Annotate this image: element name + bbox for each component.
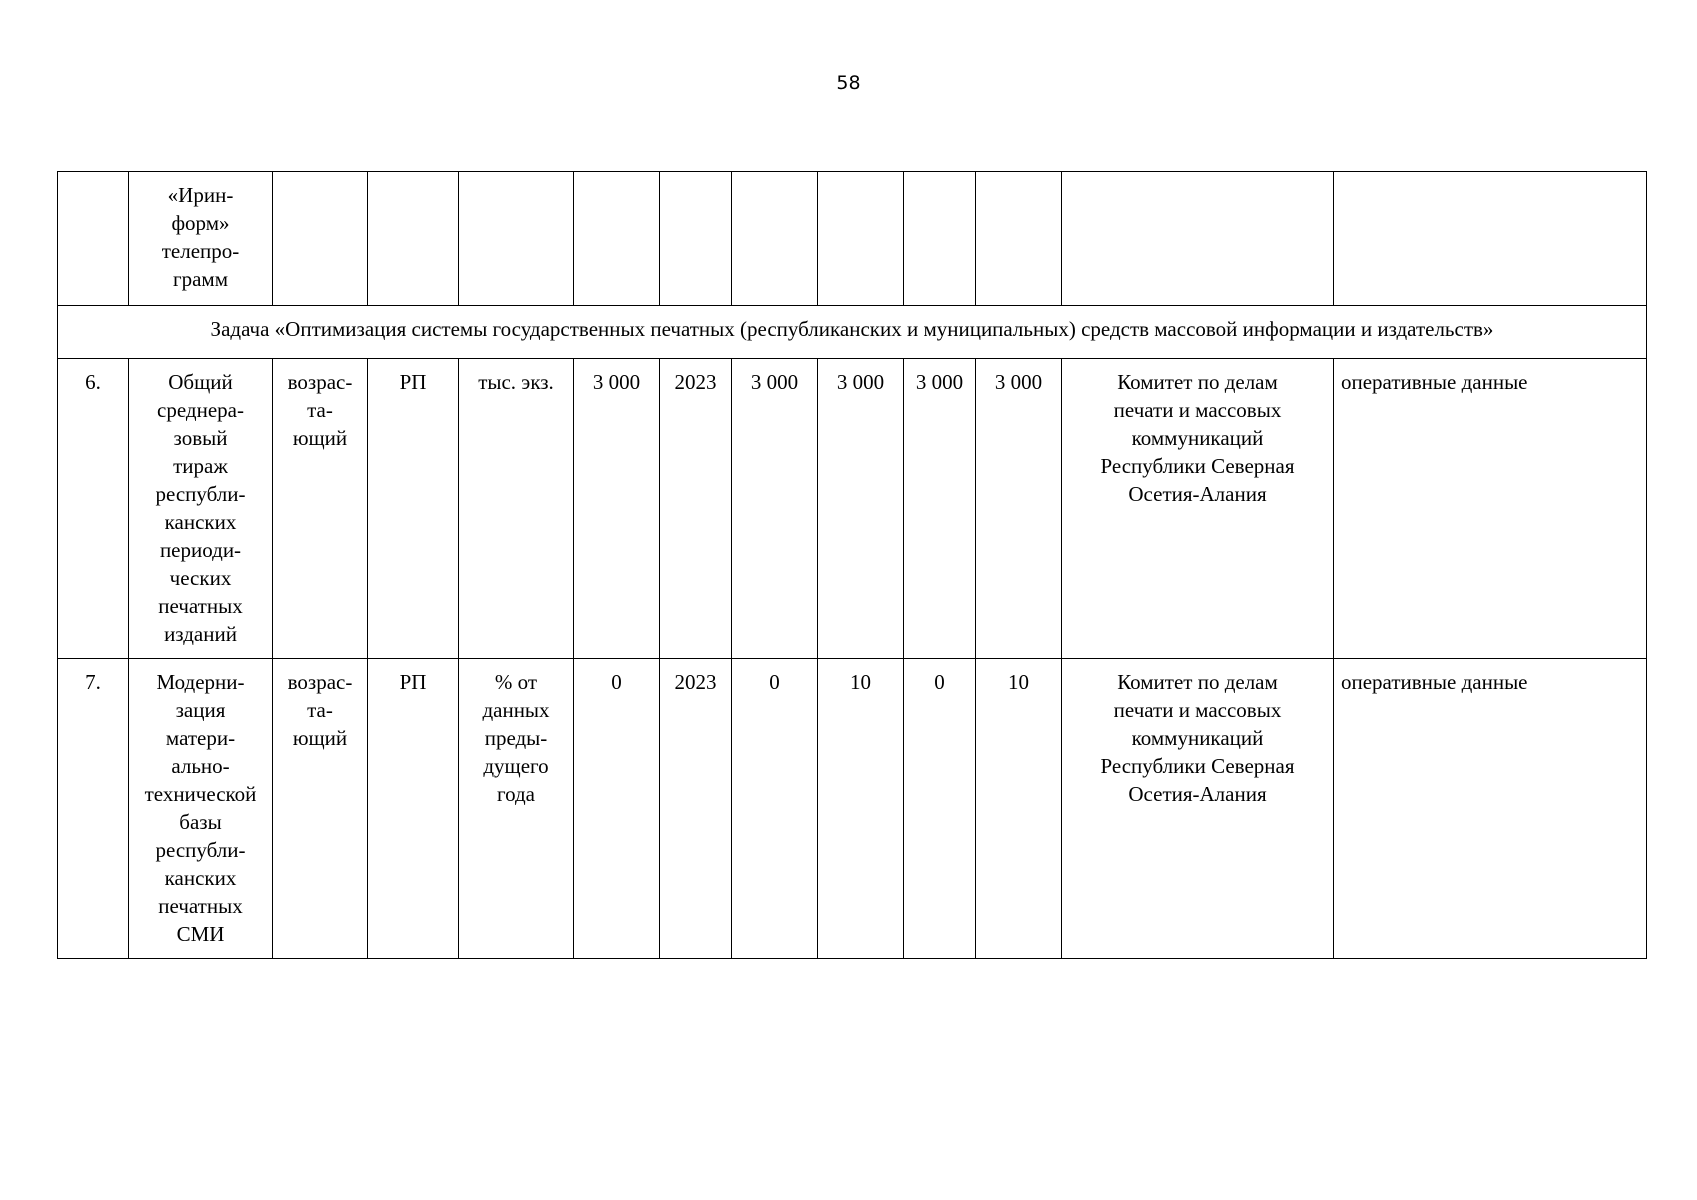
indicator-name: Общий среднера- зовый тираж республи- канских периоди- ческих печатных изданий (155, 370, 246, 646)
base-year: 2023 (660, 359, 732, 659)
cell-responsible (1062, 172, 1334, 306)
unit-cell (459, 359, 574, 659)
task-row (58, 306, 1647, 359)
indicator-level: РП (368, 659, 459, 959)
cell-num (58, 172, 129, 306)
table-row (58, 659, 1647, 959)
data-source: оперативные данные (1334, 359, 1647, 659)
value-4: 3 000 (976, 359, 1062, 659)
unit-cell (459, 659, 574, 959)
responsible-cell (1062, 359, 1334, 659)
table-row-continued (58, 172, 1647, 306)
cell-name (129, 172, 273, 306)
value-1: 0 (732, 659, 818, 959)
base-year: 2023 (660, 659, 732, 959)
cell-base-year (660, 172, 732, 306)
indicator-level: РП (368, 359, 459, 659)
cell-source (1334, 172, 1647, 306)
base-value: 0 (574, 659, 660, 959)
task-heading: Задача «Оптимизация системы государственных печатных (республиканских и муниципальных) средств массовой информации и издательств» (58, 306, 1647, 359)
row-number: 6. (58, 359, 129, 659)
unit: тыс. экз. (478, 370, 554, 394)
indicator-type-cell (273, 359, 368, 659)
responsible: Комитет по делам печати и массовых коммуникаций Республики Северная Осетия-Алания (1100, 370, 1295, 506)
indicator-name-cell (129, 359, 273, 659)
table-row (58, 359, 1647, 659)
value-3: 0 (904, 659, 976, 959)
data-source: оперативные данные (1334, 659, 1647, 959)
value-3: 3 000 (904, 359, 976, 659)
cell-v2 (818, 172, 904, 306)
indicator-type: возрас- та- ющий (287, 370, 353, 450)
indicator-name-cell (129, 659, 273, 959)
cell-unit (459, 172, 574, 306)
cell-v3 (904, 172, 976, 306)
value-2: 3 000 (818, 359, 904, 659)
page-number: 58 (836, 72, 861, 94)
indicators-table (57, 171, 1647, 959)
cell-type (273, 172, 368, 306)
value-1: 3 000 (732, 359, 818, 659)
indicator-type: возрас- та- ющий (287, 670, 353, 750)
value-2: 10 (818, 659, 904, 959)
indicator-name: «Ирин- форм» телепро- грамм (161, 183, 240, 291)
cell-base-value (574, 172, 660, 306)
unit: % от данных преды- дущего года (482, 670, 550, 806)
cell-level (368, 172, 459, 306)
indicator-type-cell (273, 659, 368, 959)
cell-v1 (732, 172, 818, 306)
indicator-name: Модерни- зация матери- ально- технической базы республи- канских печатных СМИ (144, 670, 257, 946)
row-number: 7. (58, 659, 129, 959)
responsible: Комитет по делам печати и массовых коммуникаций Республики Северная Осетия-Алания (1100, 670, 1295, 806)
responsible-cell (1062, 659, 1334, 959)
value-4: 10 (976, 659, 1062, 959)
cell-v4 (976, 172, 1062, 306)
base-value: 3 000 (574, 359, 660, 659)
